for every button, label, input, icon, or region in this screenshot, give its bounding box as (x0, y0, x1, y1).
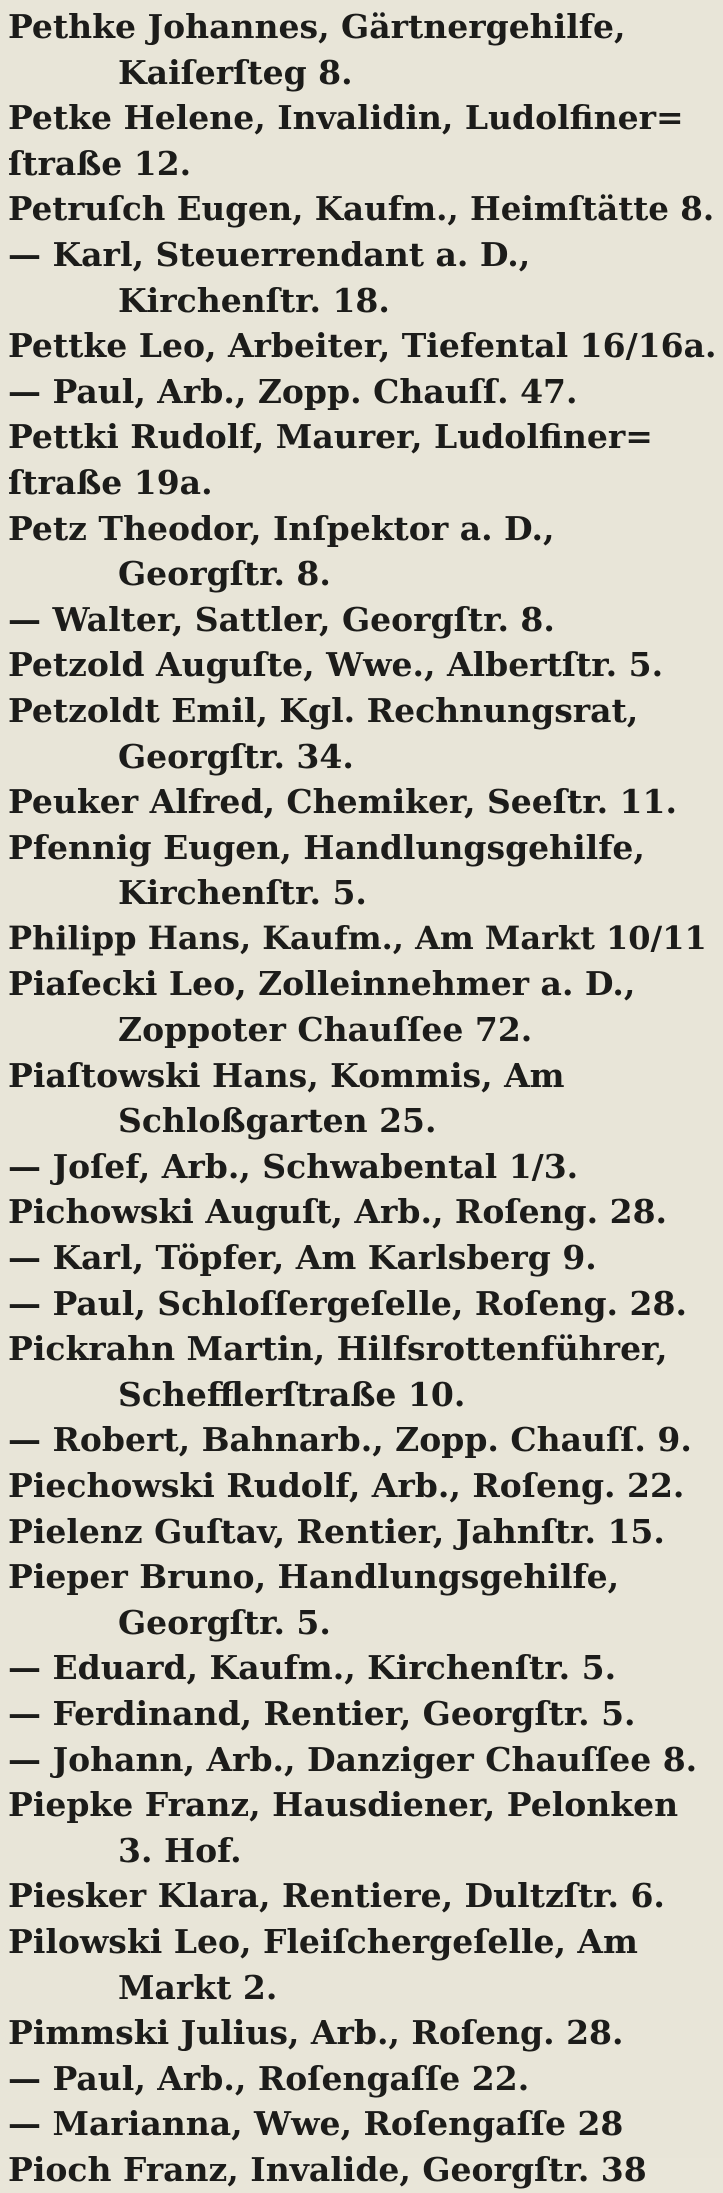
entry-continuation-line: Markt 2. (118, 1967, 278, 2007)
directory-entry (8, 1326, 716, 1417)
entry-continuation-line: ſtraße 19a. (8, 462, 213, 502)
entry-line: Pieper Bruno, Handlungsgehilfe, (8, 1557, 620, 1597)
entry-continuation-line: Kirchenſtr. 18. (118, 280, 390, 320)
entry-line: — Paul, Arb., Zopp. Chauſſ. 47. (8, 371, 578, 411)
entry-continuation-line: ſtraße 12. (8, 143, 192, 183)
entry-continuation-line: Georgſtr. 8. (118, 554, 331, 594)
entry-line: — Joſef, Arb., Schwabental 1/3. (8, 1146, 579, 1186)
directory-entry (8, 369, 716, 415)
entry-line: Petke Helene, Invalidin, Ludolfiner= (8, 98, 684, 138)
directory-entry (8, 1189, 716, 1235)
entry-line: Pilowski Leo, Fleiſchergeſelle, Am (8, 1921, 638, 1961)
directory-entry (8, 1463, 716, 1509)
directory-entry (8, 642, 716, 688)
entry-line: Pioch Franz, Invalide, Georgſtr. 38 (8, 2149, 647, 2189)
directory-entry (8, 1873, 716, 1919)
entry-line: Piaſtowski Hans, Kommis, Am (8, 1055, 565, 1095)
directory-entry (8, 1919, 716, 2010)
directory-entry (8, 825, 716, 916)
directory-entry (8, 414, 716, 505)
directory-entry (8, 1691, 716, 1737)
entry-line: Pettke Leo, Arbeiter, Tiefental 16/16a. (8, 326, 716, 366)
directory-entry (8, 1053, 716, 1144)
entry-line: Pimmski Julius, Arb., Roſeng. 28. (8, 2013, 624, 2053)
directory-entry (8, 2056, 716, 2102)
directory-entry (8, 597, 716, 643)
directory-entry (8, 1509, 716, 1555)
directory-entry (8, 323, 716, 369)
entry-line: Piepke Franz, Hausdiener, Pelonken (8, 1785, 679, 1825)
entry-line: Pfennig Eugen, Handlungsgehilfe, (8, 827, 645, 867)
directory-entry (8, 2010, 716, 2056)
directory-entry (8, 1417, 716, 1463)
entry-line: — Ferdinand, Rentier, Georgſtr. 5. (8, 1693, 636, 1733)
directory-entry (8, 1645, 716, 1691)
directory-entry (8, 1554, 716, 1645)
entry-line: Pichowski Auguſt, Arb., Roſeng. 28. (8, 1192, 668, 1232)
directory-entry (8, 186, 716, 232)
entry-line: Pettki Rudolf, Maurer, Ludolfiner= (8, 417, 653, 457)
directory-entry (8, 1235, 716, 1281)
directory-entry (8, 4, 716, 95)
directory-entry (8, 688, 716, 779)
entry-line: Petzold Auguſte, Wwe., Albertſtr. 5. (8, 645, 664, 685)
address-directory-column (8, 4, 716, 2193)
entry-line: Philipp Hans, Kaufm., Am Markt 10/11 (8, 918, 707, 957)
directory-entry (8, 2147, 716, 2193)
entry-line: Pickrahn Martin, Hilfsrottenführer, (8, 1329, 668, 1369)
directory-entry (8, 2101, 716, 2147)
entry-line: Piaſecki Leo, Zolleinnehmer a. D., (8, 964, 636, 1004)
directory-entry (8, 961, 716, 1052)
entry-line: Petzoldt Emil, Kgl. Rechnungsrat, (8, 690, 639, 730)
entry-line: Peuker Alfred, Chemiker, Seeſtr. 11. (8, 782, 677, 822)
directory-entry (8, 1281, 716, 1327)
entry-line: — Robert, Bahnarb., Zopp. Chauſſ. 9. (8, 1420, 692, 1460)
entry-line: Pethke Johannes, Gärtnergehilfe, (8, 7, 626, 46)
entry-line: — Marianna, Wwe, Roſengaſſe 28 (8, 2104, 624, 2144)
entry-continuation-line: 3. Hof. (118, 1830, 242, 1870)
directory-entry (8, 916, 716, 962)
directory-entry (8, 1144, 716, 1190)
entry-line: — Johann, Arb., Danziger Chauſſee 8. (8, 1739, 698, 1779)
entry-line: Piechowski Rudolf, Arb., Roſeng. 22. (8, 1466, 685, 1505)
directory-entry (8, 232, 716, 323)
directory-entry (8, 779, 716, 825)
entry-line: Petz Theodor, Inſpektor a. D., (8, 508, 555, 548)
entry-line: Piesker Klara, Rentiere, Dultzſtr. 6. (8, 1876, 665, 1916)
directory-entry (8, 1782, 716, 1873)
entry-line: — Paul, Arb., Roſengaſſe 22. (8, 2058, 530, 2098)
entry-line: — Karl, Steuerrendant a. D., (8, 234, 531, 274)
entry-line: Pielenz Guſtav, Rentier, Jahnſtr. 15. (8, 1511, 665, 1551)
entry-continuation-line: Zoppoter Chauſſee 72. (118, 1010, 533, 1050)
entry-continuation-line: Georgſtr. 34. (118, 736, 354, 776)
directory-entry (8, 1737, 716, 1783)
entry-line: — Walter, Sattler, Georgſtr. 8. (8, 599, 555, 639)
entry-continuation-line: Kirchenſtr. 5. (118, 873, 367, 913)
directory-entry (8, 95, 716, 186)
directory-entry (8, 506, 716, 597)
entry-line: — Paul, Schloſſergeſelle, Roſeng. 28. (8, 1283, 687, 1323)
entry-continuation-line: Schefflerſtraße 10. (118, 1374, 466, 1414)
entry-line: — Eduard, Kaufm., Kirchenſtr. 5. (8, 1648, 617, 1688)
entry-line: — Karl, Töpfer, Am Karlsberg 9. (8, 1238, 597, 1278)
entry-continuation-line: Georgſtr. 5. (118, 1602, 331, 1642)
entry-line: Petruſch Eugen, Kaufm., Heimſtätte 8. (8, 189, 715, 229)
entry-continuation-line: Schloßgarten 25. (118, 1101, 437, 1141)
entry-continuation-line: Kaiſerſteg 8. (118, 52, 353, 92)
